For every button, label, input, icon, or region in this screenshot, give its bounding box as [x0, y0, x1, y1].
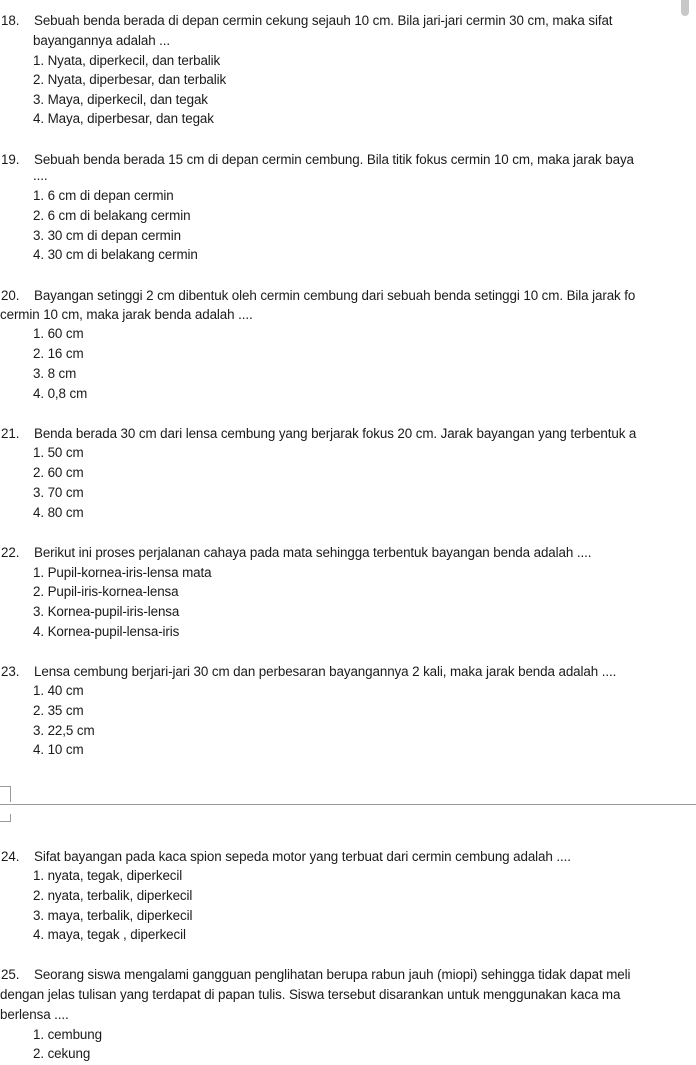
answer-option: 3. 70 cm — [33, 485, 84, 500]
question-text: 22. Berikut ini proses perjalanan cahaya pada mata sehingga terbentuk bayangan benda adalah .... — [1, 545, 592, 560]
question-text: 19. Sebuah benda berada 15 cm di depan cermin cembung. Bila titik fokus cermin 10 cm, maka jarak baya — [1, 152, 634, 167]
answer-option: 3. 22,5 cm — [33, 723, 95, 738]
answer-option: 1. 60 cm — [33, 326, 84, 341]
answer-option: 4. Kornea-pupil-lensa-iris — [33, 624, 180, 639]
answer-option: 3. 30 cm di depan cermin — [33, 228, 181, 243]
answer-option: 2. Nyata, diperbesar, dan terbalik — [33, 72, 227, 87]
question-number: 20. — [1, 288, 20, 303]
answer-option: 2. cekung — [33, 1046, 91, 1061]
answer-option: 2. 16 cm — [33, 346, 84, 361]
question-number: 24. — [1, 849, 20, 864]
question-text-cont: cermin 10 cm, maka jarak benda adalah .... — [0, 307, 253, 322]
page-margin-mark — [0, 814, 11, 822]
answer-option: 1. 6 cm di depan cermin — [33, 188, 174, 203]
answer-option: 1. 50 cm — [33, 445, 84, 460]
question-text-cont: .... — [33, 168, 48, 183]
answer-option: 4. 10 cm — [33, 742, 84, 757]
answer-option: 4. Maya, diperbesar, dan tegak — [33, 111, 214, 126]
answer-option: 1. 40 cm — [33, 683, 84, 698]
question-text-cont: bayangannya adalah ... — [33, 33, 171, 48]
answer-option: 3. Maya, diperkecil, dan tegak — [33, 92, 208, 107]
question-number: 21. — [1, 426, 20, 441]
question-number: 18. — [1, 13, 20, 28]
question-text: 23. Lensa cembung berjari-jari 30 cm dan perbesaran bayangannya 2 kali, maka jarak benda adalah .... — [1, 664, 617, 679]
answer-option: 1. nyata, tegak, diperkecil — [33, 868, 183, 883]
question-number: 25. — [1, 967, 20, 982]
answer-option: 2. 60 cm — [33, 465, 84, 480]
question-number: 22. — [1, 545, 20, 560]
answer-option: 4. 30 cm di belakang cermin — [33, 247, 198, 262]
answer-option: 4. 80 cm — [33, 505, 84, 520]
answer-option: 3. Kornea-pupil-iris-lensa — [33, 604, 180, 619]
answer-option: 1. cembung — [33, 1027, 102, 1042]
question-text-cont: dengan jelas tulisan yang terdapat di papan tulis. Siswa tersebut disarankan untuk menggunakan kaca ma — [0, 987, 621, 1002]
question-number: 23. — [1, 664, 20, 679]
answer-option: 4. maya, tegak , diperkecil — [33, 927, 186, 942]
question-text: 20. Bayangan setinggi 2 cm dibentuk oleh cermin cembung dari sebuah benda setinggi 10 cm. Bila jarak fo — [1, 288, 636, 303]
page-margin-mark — [0, 786, 11, 802]
question-text: 18. Sebuah benda berada di depan cermin cekung sejauh 10 cm. Bila jari-jari cermin 30 cm, maka sifat — [1, 13, 613, 28]
question-text: 25. Seorang siswa mengalami gangguan penglihatan berupa rabun jauh (miopi) sehingga tidak dapat meli — [1, 967, 631, 982]
question-text-cont: berlensa .... — [0, 1007, 69, 1022]
question-text: 21. Benda berada 30 cm dari lensa cembung yang berjarak fokus 20 cm. Jarak bayangan yang terbentuk a — [1, 426, 637, 441]
question-number: 19. — [1, 152, 20, 167]
question-text: 24. Sifat bayangan pada kaca spion sepeda motor yang terbuat dari cermin cembung adalah .... — [1, 849, 571, 864]
page-break-divider — [0, 804, 696, 805]
answer-option: 2. 35 cm — [33, 703, 84, 718]
answer-option: 1. Nyata, diperkecil, dan terbalik — [33, 53, 221, 68]
scrollbar-thumb[interactable] — [681, 0, 689, 16]
answer-option: 2. 6 cm di belakang cermin — [33, 208, 191, 223]
answer-option: 3. 8 cm — [33, 366, 77, 381]
answer-option: 4. 0,8 cm — [33, 386, 88, 401]
answer-option: 3. maya, terbalik, diperkecil — [33, 908, 193, 923]
answer-option: 2. nyata, terbalik, diperkecil — [33, 888, 193, 903]
answer-option: 1. Pupil-kornea-iris-lensa mata — [33, 565, 212, 580]
answer-option: 2. Pupil-iris-kornea-lensa — [33, 584, 179, 599]
